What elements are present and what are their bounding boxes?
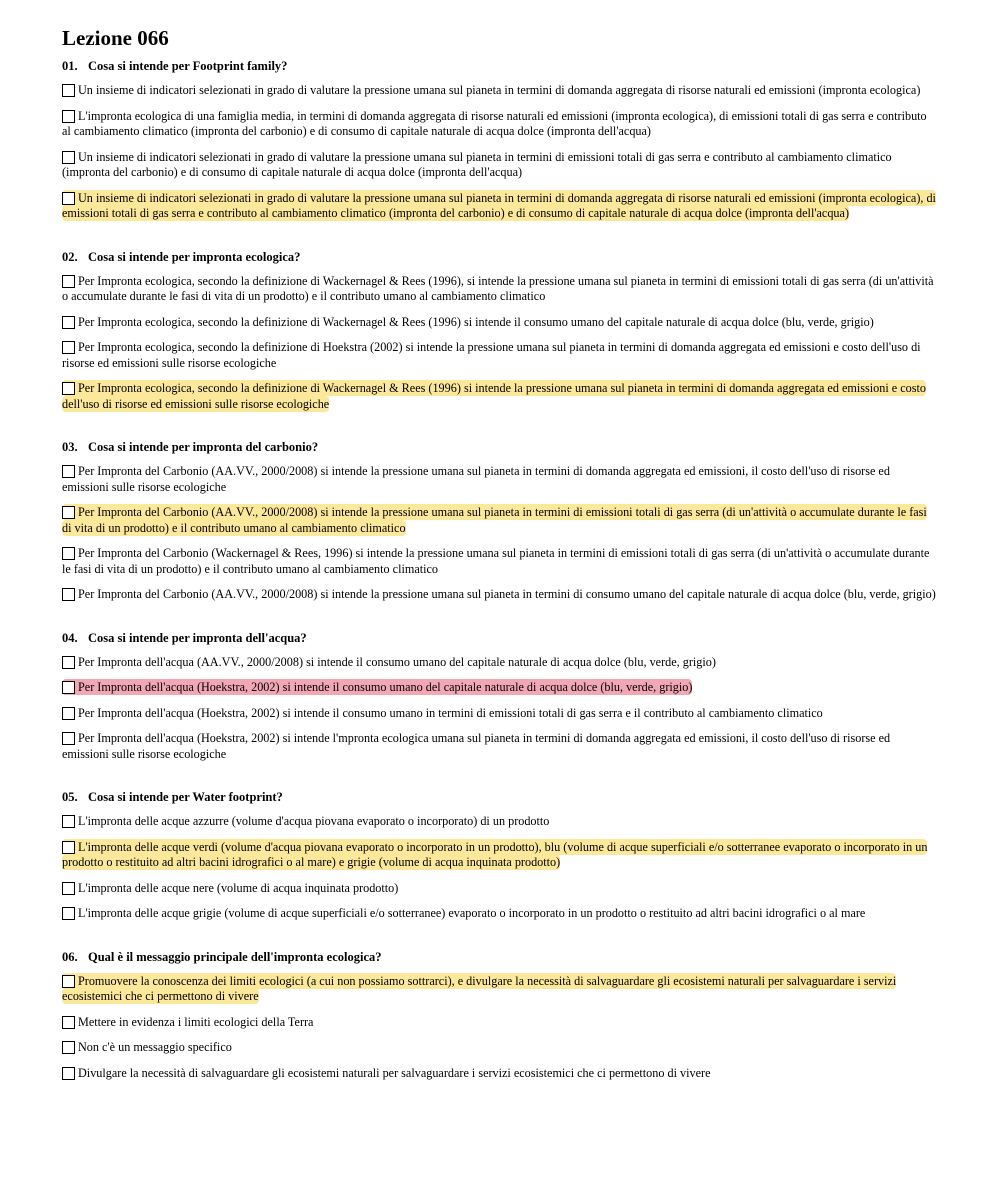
- option-text: Per Impronta del Carbonio (Wackernagel & Rees, 1996) si intende la pressione umana sul pianeta in termini di emissioni totali di gas serra (di un'attività o accumulate durante le fasi di vita di un prodotto) e il contributo umano al cambiamento climatico: [62, 546, 930, 576]
- option-text: Per Impronta dell'acqua (Hoekstra, 2002) si intende l'mpronta ecologica umana sul pianeta in termini di domanda aggregata ed emissioni, il costo dell'uso di risorse ed emissioni sulle risorse ecologiche: [62, 731, 891, 761]
- question-4: [62, 630, 938, 763]
- question-number: 01.: [62, 59, 78, 73]
- answer-option: [62, 83, 938, 99]
- option-content: [62, 315, 874, 329]
- answer-checkbox[interactable]: [62, 656, 75, 669]
- answer-checkbox[interactable]: [62, 547, 75, 560]
- answer-checkbox[interactable]: [62, 588, 75, 601]
- question-5: [62, 789, 938, 922]
- option-text: Per Impronta ecologica, secondo la definizione di Wackernagel & Rees (1996), si intende la pressione umana sul pianeta in termini di emissioni totali di gas serra (di un'attività o accumulate durante le fasi di vita di un prodotto) e il contributo umano al cambiamento climatico: [62, 273, 934, 303]
- answer-option: [62, 546, 938, 577]
- question-text: Cosa si intende per Footprint family?: [88, 59, 288, 73]
- answer-option: [62, 274, 938, 305]
- answer-option: [62, 814, 938, 830]
- answer-option: [62, 505, 938, 536]
- question-heading: [62, 58, 938, 74]
- answer-checkbox[interactable]: [62, 341, 75, 354]
- question-number: 02.: [62, 249, 78, 264]
- option-text: Non c'è un messaggio specifico: [78, 1040, 232, 1054]
- answer-checkbox[interactable]: [62, 681, 75, 694]
- answer-option: [62, 655, 938, 671]
- answer-checkbox[interactable]: [62, 1016, 75, 1029]
- answer-checkbox[interactable]: [62, 192, 75, 205]
- answer-option: [62, 587, 938, 603]
- option-text: Per Impronta del Carbonio (AA.VV., 2000/2008) si intende la pressione umana sul pianeta in termini di consumo umano del capitale naturale di acqua dolce (blu, verde, grigio): [78, 587, 936, 601]
- section-gap: [62, 932, 938, 949]
- answer-option: [62, 706, 938, 722]
- question-heading: [62, 789, 938, 805]
- option-content: [62, 587, 936, 601]
- option-text: Mettere in evidenza i limiti ecologici della Terra: [78, 1014, 314, 1029]
- answer-checkbox[interactable]: [62, 275, 75, 288]
- answer-checkbox[interactable]: [62, 110, 75, 123]
- option-text: L'impronta ecologica di una famiglia media, in termini di domanda aggregata di risorse naturali ed emissioni (impronta ecologica), di emissioni totali di gas serra e contributo al cambiamento climatico (impronta del carbonio) e di consumo di capitale naturale di acqua dolce (impronta dell'acqua): [62, 108, 927, 138]
- answer-checkbox[interactable]: [62, 732, 75, 745]
- highlighted-answer: [62, 679, 692, 695]
- answer-option: [62, 150, 938, 181]
- highlighted-answer: [62, 190, 936, 222]
- option-content: [62, 546, 929, 576]
- answer-option: [62, 381, 938, 412]
- answer-checkbox[interactable]: [62, 975, 75, 988]
- answer-checkbox[interactable]: [62, 506, 75, 519]
- option-content: [62, 814, 549, 828]
- option-content: [62, 706, 823, 720]
- option-text: Un insieme di indicatori selezionati in grado di valutare la pressione umana sul pianeta in termini di domanda aggregata di risorse naturali ed emissioni (impronta ecologica): [78, 83, 921, 97]
- question-number: 04.: [62, 630, 78, 645]
- option-content: [62, 150, 892, 180]
- page-title: Lezione 066: [62, 26, 169, 50]
- highlighted-answer: [62, 973, 896, 1005]
- option-text: L'impronta delle acque grigie (volume di acque superficiali e/o sotterranee) evaporato o incorporato in un prodotto o restituito ad altri bacini idrografici o al mare: [78, 906, 866, 920]
- answer-checkbox[interactable]: [62, 151, 75, 164]
- option-text: Per Impronta del Carbonio (AA.VV., 2000/2008) si intende la pressione umana sul pianeta in termini di emissioni totali di gas serra (di un'attività o accumulate durante le fasi di vita di un prodotto) e il contributo umano al cambiamento climatico: [62, 505, 927, 535]
- option-text: Per Impronta dell'acqua (Hoekstra, 2002) si intende il consumo umano in termini di emissioni totali di gas serra e il contributo al cambiamento climatico: [78, 705, 823, 720]
- answer-checkbox[interactable]: [62, 1067, 75, 1080]
- answer-option: [62, 464, 938, 495]
- option-content: [62, 655, 716, 669]
- answer-checkbox[interactable]: [62, 465, 75, 478]
- option-content: [62, 906, 865, 920]
- option-content: [62, 274, 934, 304]
- answer-checkbox[interactable]: [62, 882, 75, 895]
- answer-option: [62, 974, 938, 1005]
- highlighted-answer: [62, 380, 926, 412]
- answer-checkbox[interactable]: [62, 84, 75, 97]
- section-gap: [62, 772, 938, 789]
- section-gap: [62, 422, 938, 439]
- answer-checkbox[interactable]: [62, 907, 75, 920]
- option-text: Per Impronta dell'acqua (Hoekstra, 2002) si intende il consumo umano del capitale naturale di acqua dolce (blu, verde, grigio): [78, 680, 693, 694]
- option-text: L'impronta delle acque nere (volume di acqua inquinata prodotto): [78, 880, 399, 895]
- option-text: Per Impronta dell'acqua (AA.VV., 2000/2008) si intende il consumo umano del capitale naturale di acqua dolce (blu, verde, grigio): [78, 654, 716, 669]
- question-text: Qual è il messaggio principale dell'impronta ecologica?: [88, 949, 382, 964]
- question-1: [62, 58, 938, 222]
- option-content: [62, 340, 921, 370]
- answer-checkbox[interactable]: [62, 707, 75, 720]
- question-6: [62, 949, 938, 1082]
- option-content: [62, 731, 890, 761]
- question-heading: [62, 949, 938, 965]
- question-2: [62, 249, 938, 413]
- answer-option: [62, 881, 938, 897]
- question-heading: [62, 439, 938, 455]
- question-3: [62, 439, 938, 603]
- option-text: Divulgare la necessità di salvaguardare gli ecosistemi naturali per salvaguardare i servizi ecosistemici che ci permettono di vivere: [78, 1065, 711, 1080]
- section-gap: [62, 613, 938, 630]
- answer-option: [62, 315, 938, 331]
- option-text: L'impronta delle acque verdi (volume d'acqua piovana evaporato o incorporato in un prodotto), blu (volume di acque superficiali e/o sotterranee evaporato o incorporato in un prodotto o restituito ad altri bacini idrografici o al mare) e grigie (volume di acqua inquinata prodotto): [62, 839, 928, 869]
- answer-option: [62, 1040, 938, 1056]
- option-content: [62, 1015, 313, 1029]
- highlighted-answer: [62, 839, 927, 871]
- question-heading: [62, 249, 938, 265]
- answer-option: [62, 680, 938, 696]
- option-content: [62, 1040, 232, 1054]
- answer-option: [62, 191, 938, 222]
- answer-checkbox[interactable]: [62, 1041, 75, 1054]
- answer-checkbox[interactable]: [62, 841, 75, 854]
- option-text: Per Impronta ecologica, secondo la definizione di Hoekstra (2002) si intende la pressione umana sul pianeta in termini di domanda aggregata ed emissioni e costo dell'uso di risorse ed emissioni sulle risorse ecologiche: [62, 340, 921, 370]
- section-gap: [62, 232, 938, 249]
- option-content: [62, 1066, 710, 1080]
- answer-checkbox[interactable]: [62, 815, 75, 828]
- question-number: 03.: [62, 440, 78, 454]
- question-text: Cosa si intende per impronta ecologica?: [88, 249, 301, 264]
- option-content: [62, 109, 927, 139]
- option-content: [62, 881, 398, 895]
- option-text: L'impronta delle acque azzurre (volume d'acqua piovana evaporato o incorporato) di un prodotto: [78, 814, 550, 828]
- answer-option: [62, 906, 938, 922]
- answer-option: [62, 731, 938, 762]
- question-text: Cosa si intende per impronta del carbonio?: [88, 440, 319, 454]
- question-list: [62, 58, 938, 1081]
- answer-checkbox[interactable]: [62, 316, 75, 329]
- option-text: Un insieme di indicatori selezionati in grado di valutare la pressione umana sul pianeta in termini di domanda aggregata di risorse naturali ed emissioni (impronta ecologica), di emissioni totali di gas serra e contributo al cambiamento climatico (impronta del carbonio) e di consumo di capitale naturale di acqua dolce (impronta dell'acqua): [62, 190, 936, 220]
- answer-option: [62, 840, 938, 871]
- question-text: Cosa si intende per Water footprint?: [88, 790, 283, 804]
- question-number: 06.: [62, 949, 78, 964]
- option-text: Per Impronta del Carbonio (AA.VV., 2000/2008) si intende la pressione umana sul pianeta in termini di domanda aggregata ed emissioni, il costo dell'uso di risorse ed emissioni sulle risorse ecologiche: [62, 464, 890, 494]
- answer-option: [62, 109, 938, 140]
- option-text: Un insieme di indicatori selezionati in grado di valutare la pressione umana sul pianeta in termini di emissioni totali di gas serra e contributo al cambiamento climatico (impronta del carbonio) e di consumo di capitale naturale di acqua dolce (impronta dell'acqua): [62, 149, 892, 179]
- question-heading: [62, 630, 938, 646]
- question-text: Cosa si intende per impronta dell'acqua?: [88, 630, 307, 645]
- answer-option: [62, 340, 938, 371]
- highlighted-answer: [62, 504, 927, 536]
- option-content: [62, 83, 920, 97]
- answer-option: [62, 1015, 938, 1031]
- option-text: Per Impronta ecologica, secondo la definizione di Wackernagel & Rees (1996) si intende la pressione umana sul pianeta in termini di domanda aggregata ed emissioni e costo dell'uso di risorse ed emissioni sulle risorse ecologiche: [62, 381, 926, 411]
- option-text: Promuovere la conoscenza dei limiti ecologici (a cui non possiamo sottrarci), e divulgare la necessità di salvaguardare gli ecosistemi naturali per salvaguardare i servizi ecosistemici che ci permettono di vivere: [62, 973, 897, 1003]
- option-text: Per Impronta ecologica, secondo la definizione di Wackernagel & Rees (1996) si intende il consumo umano del capitale naturale di acqua dolce (blu, verde, grigio): [78, 314, 874, 329]
- answer-option: [62, 1066, 938, 1082]
- answer-checkbox[interactable]: [62, 382, 75, 395]
- option-content: [62, 464, 890, 494]
- question-number: 05.: [62, 790, 78, 804]
